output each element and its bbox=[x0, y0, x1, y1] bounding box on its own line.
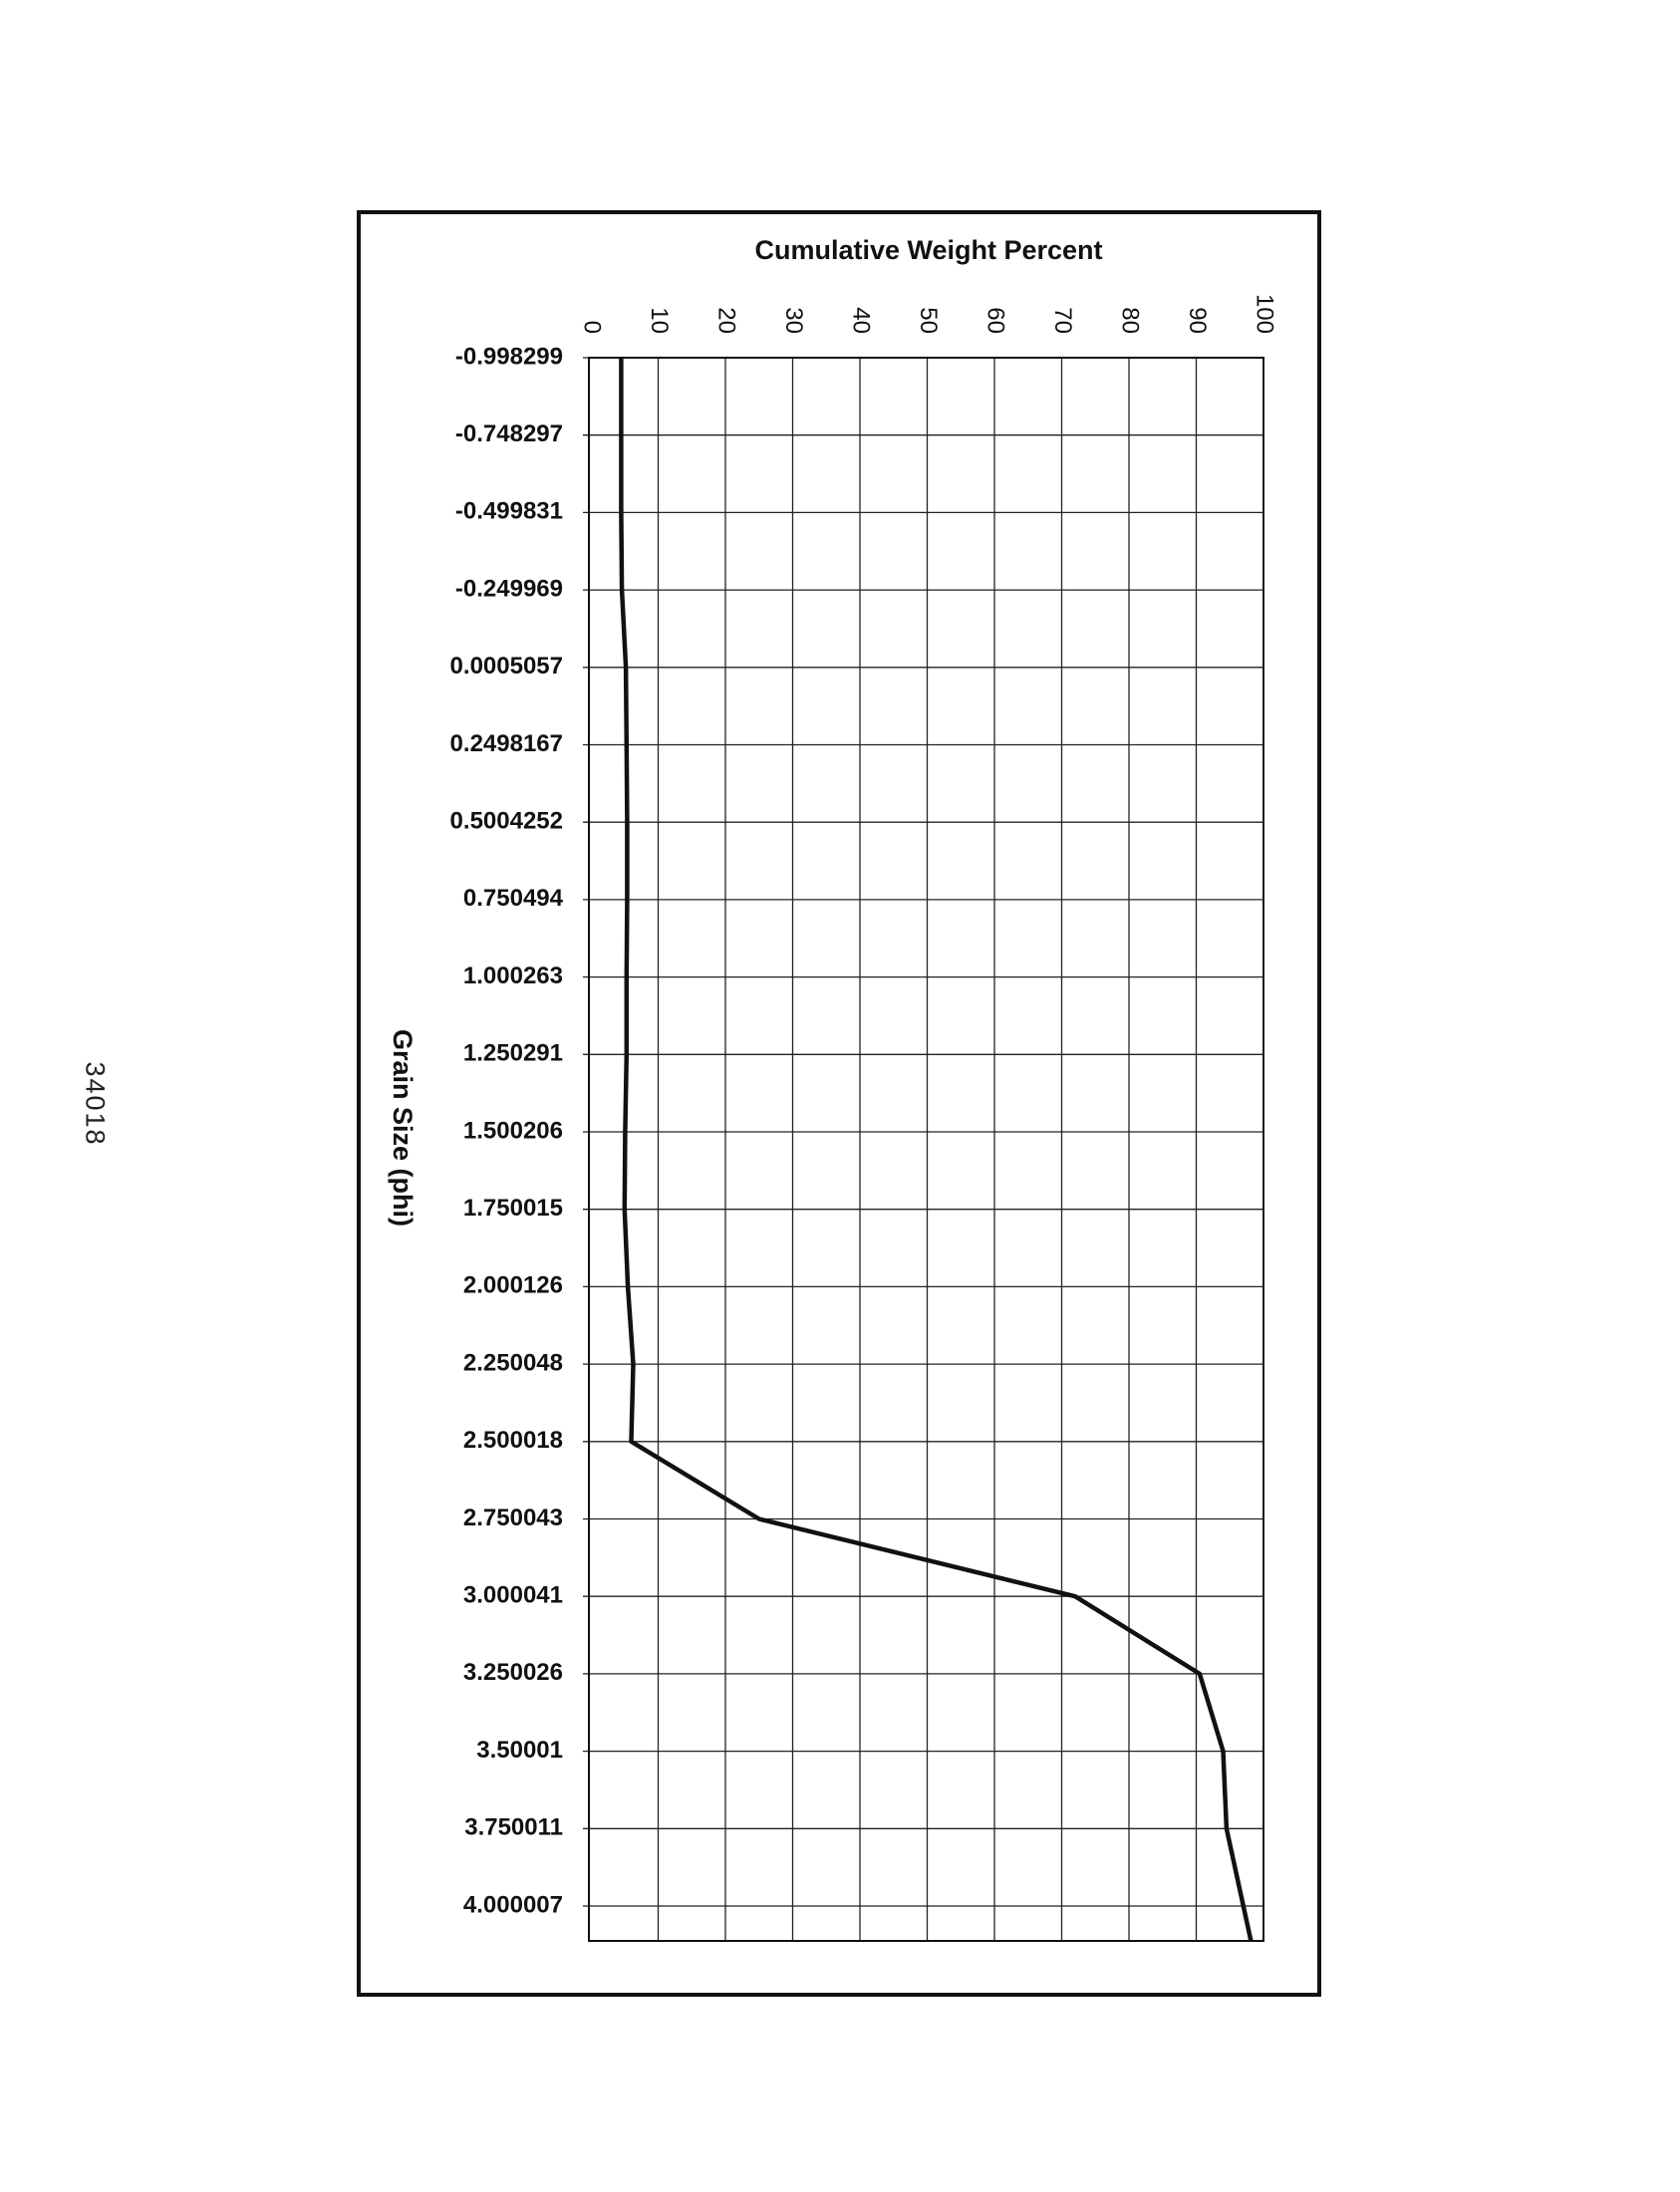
y-tick-label: 3.000041 bbox=[462, 1581, 563, 1609]
y-tick-label: 1.000263 bbox=[462, 961, 563, 989]
y-tick-label: 2.500018 bbox=[462, 1427, 563, 1455]
x-tick-label: 80 bbox=[1116, 307, 1144, 334]
y-tick-label: -0.748297 bbox=[454, 420, 563, 448]
y-tick-label: 2.750043 bbox=[462, 1504, 563, 1531]
grid-layer bbox=[583, 358, 1263, 1941]
y-tick-label: 4.000007 bbox=[462, 1891, 563, 1919]
y-tick-label: 1.250291 bbox=[462, 1039, 563, 1067]
y-tick-label: -0.249969 bbox=[454, 575, 563, 603]
x-tick-label: 20 bbox=[712, 307, 740, 334]
y-tick-label: 1.750015 bbox=[462, 1195, 563, 1223]
x-tick-label: 90 bbox=[1184, 307, 1212, 334]
y-tick-label: 0.5004252 bbox=[449, 807, 563, 835]
y-tick-label: 3.50001 bbox=[476, 1736, 563, 1764]
x-tick-label: 50 bbox=[915, 307, 943, 334]
y-tick-label: 1.500206 bbox=[462, 1117, 563, 1145]
cumulative-weight-series-line bbox=[621, 358, 1251, 1941]
y-tick-label: -0.499831 bbox=[454, 497, 563, 525]
y-tick-label: 0.750494 bbox=[462, 885, 563, 913]
x-tick-label: 40 bbox=[847, 307, 875, 334]
y-tick-label: 2.250048 bbox=[462, 1349, 563, 1377]
y-tick-label: 0.2498167 bbox=[449, 729, 563, 757]
chart-svg bbox=[361, 214, 1325, 2001]
x-tick-labels bbox=[579, 294, 1278, 334]
chart-frame bbox=[357, 210, 1321, 1997]
x-tick-label: 100 bbox=[1251, 293, 1278, 334]
y-tick-label: 3.250026 bbox=[462, 1659, 563, 1687]
y-tick-label: 2.000126 bbox=[462, 1271, 563, 1299]
plot-area-border bbox=[589, 358, 1263, 1941]
y-axis-title: Grain Size (phi) bbox=[387, 1028, 418, 1228]
page-number: 34018 bbox=[80, 1061, 111, 1147]
y-tick-label: 0.0005057 bbox=[449, 653, 563, 681]
x-axis-title: Cumulative Weight Percent bbox=[754, 235, 1103, 265]
x-tick-label: 60 bbox=[981, 307, 1009, 334]
x-tick-label: 70 bbox=[1049, 307, 1077, 334]
x-tick-label: 10 bbox=[646, 307, 674, 334]
x-tick-label: 30 bbox=[780, 307, 808, 334]
x-tick-label: 0 bbox=[578, 320, 606, 334]
y-tick-labels bbox=[450, 343, 564, 1918]
y-tick-label: 3.750011 bbox=[464, 1813, 563, 1841]
y-tick-label: -0.998299 bbox=[454, 343, 563, 371]
